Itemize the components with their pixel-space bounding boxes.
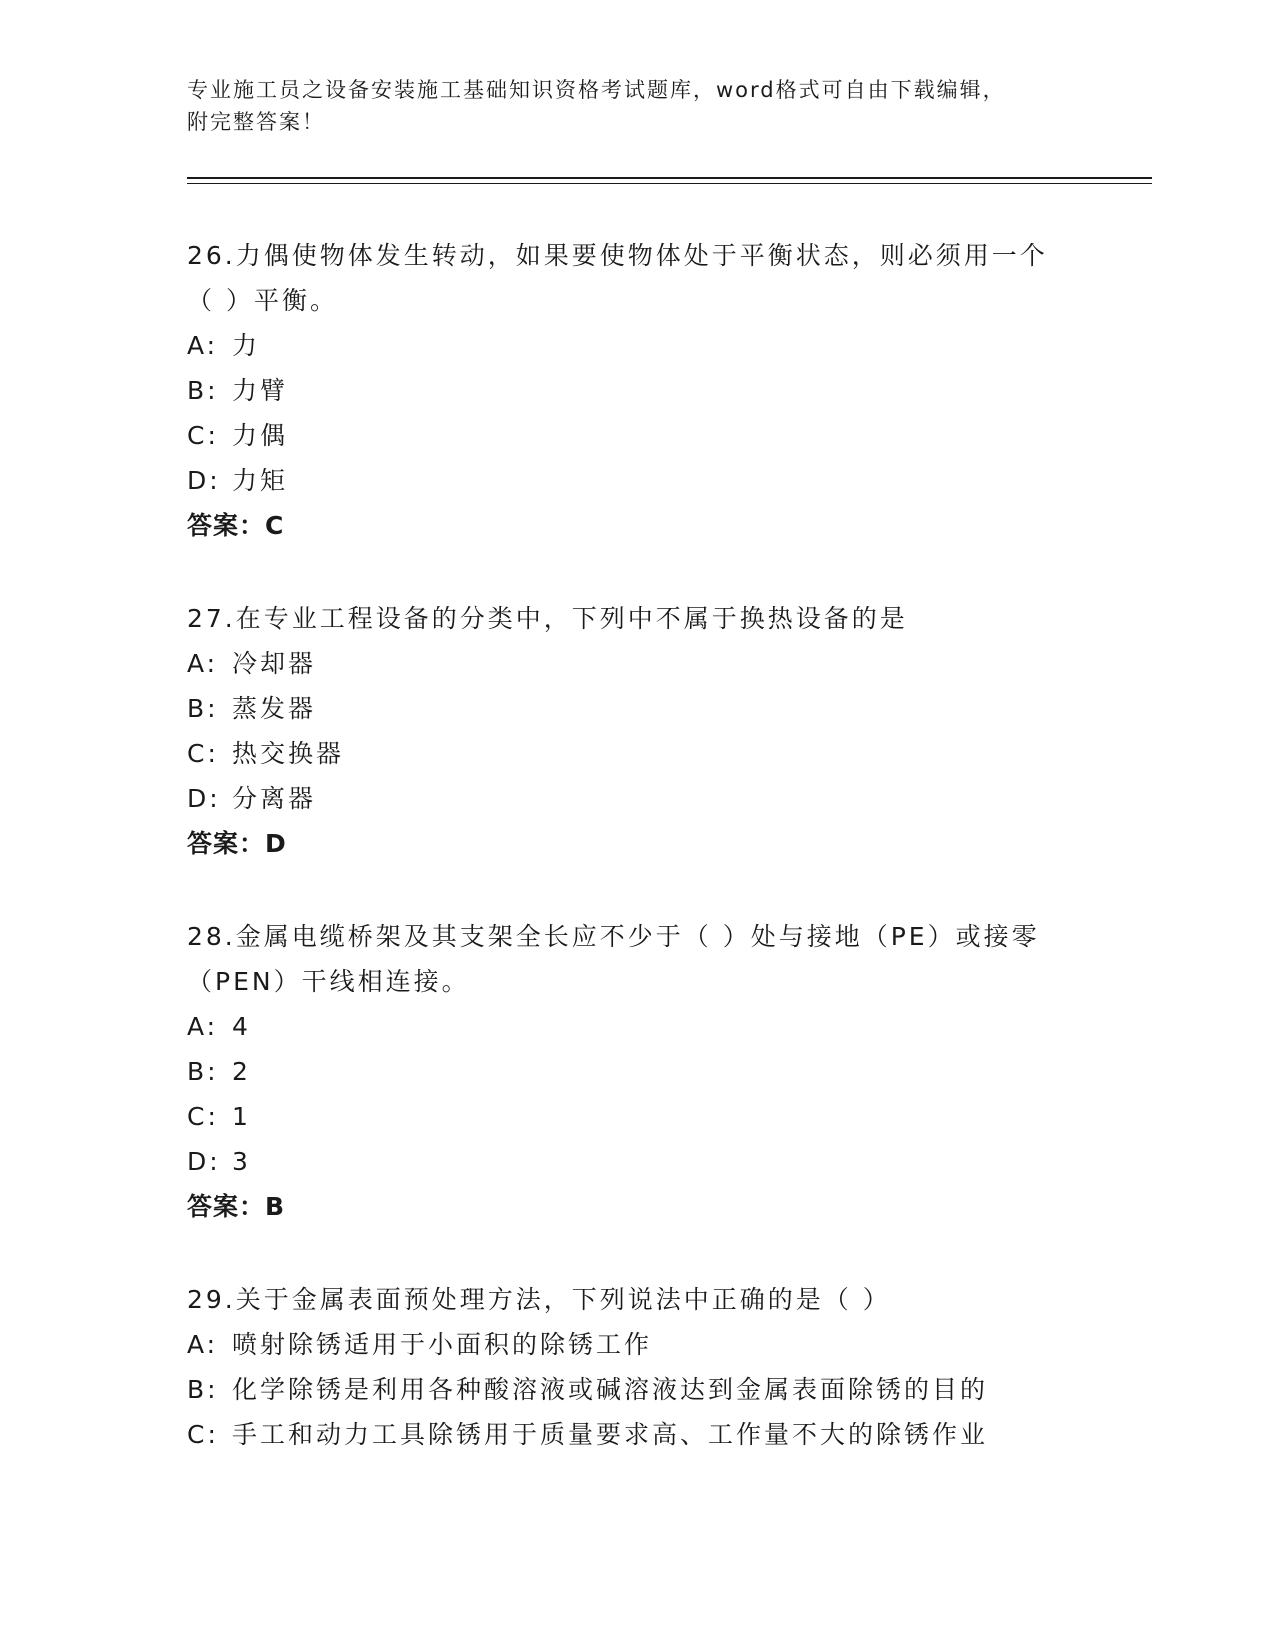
option-c — [187, 1094, 1087, 1139]
option-text: 冷却器 — [232, 649, 317, 678]
option-text: 1 — [232, 1102, 251, 1131]
option-letter: A: — [187, 1330, 219, 1359]
option-text: 4 — [232, 1012, 251, 1041]
option-text: 化学除锈是利用各种酸溶液或碱溶液达到金属表面除锈的目的 — [232, 1375, 989, 1404]
option-a — [187, 641, 1087, 686]
option-text: 力臂 — [232, 376, 289, 405]
option-letter: A: — [187, 1012, 219, 1041]
option-text: 2 — [232, 1057, 251, 1086]
answer-line: 答案：B — [187, 1192, 286, 1221]
answer-line: 答案：C — [187, 511, 285, 540]
option-text: 手工和动力工具除锈用于质量要求高、工作量不大的除锈作业 — [232, 1420, 989, 1449]
option-b — [187, 686, 1087, 731]
option-a — [187, 1322, 1087, 1367]
document-header — [187, 74, 1067, 138]
option-text: 热交换器 — [232, 739, 345, 768]
question-stem-line-1: 29.关于金属表面预处理方法，下列说法中正确的是（ ） — [187, 1285, 891, 1314]
option-letter: C: — [187, 421, 219, 450]
option-letter: D: — [187, 466, 221, 495]
option-text: 喷射除锈适用于小面积的除锈工作 — [232, 1330, 653, 1359]
option-text: 蒸发器 — [232, 694, 317, 723]
option-letter: B: — [187, 376, 219, 405]
question-26 — [187, 233, 1087, 548]
option-b — [187, 1367, 1087, 1412]
option-letter: D: — [187, 1147, 221, 1176]
option-letter: C: — [187, 739, 219, 768]
question-28 — [187, 914, 1087, 1229]
option-d — [187, 776, 1087, 821]
option-b — [187, 1049, 1087, 1094]
option-c — [187, 413, 1087, 458]
option-d — [187, 1139, 1087, 1184]
answer-line: 答案：D — [187, 829, 287, 858]
option-c — [187, 731, 1087, 776]
question-stem-line-2: （ ）平衡。 — [187, 286, 338, 315]
header-line-1: 专业施工员之设备安装施工基础知识资格考试题库，word格式可自由下载编辑， — [187, 78, 1006, 102]
option-letter: B: — [187, 694, 219, 723]
option-text: 力矩 — [232, 466, 289, 495]
option-b — [187, 368, 1087, 413]
header-divider-thick — [187, 177, 1152, 179]
question-stem-line-1: 28.金属电缆桥架及其支架全长应不少于（ ）处与接地（PE）或接零 — [187, 922, 1040, 951]
question-stem-line-1: 26.力偶使物体发生转动，如果要使物体处于平衡状态，则必须用一个 — [187, 241, 1048, 270]
option-letter: A: — [187, 331, 219, 360]
question-29 — [187, 1277, 1087, 1457]
question-stem-line-1: 27.在专业工程设备的分类中，下列中不属于换热设备的是 — [187, 604, 908, 633]
option-text: 分离器 — [232, 784, 317, 813]
question-27 — [187, 596, 1087, 866]
option-letter: B: — [187, 1375, 219, 1404]
option-text: 力 — [232, 331, 261, 360]
option-letter: B: — [187, 1057, 219, 1086]
option-letter: D: — [187, 784, 221, 813]
header-divider-thin — [187, 183, 1152, 184]
option-letter: C: — [187, 1102, 219, 1131]
option-d — [187, 458, 1087, 503]
question-stem-line-2: （PEN）干线相连接。 — [187, 967, 470, 996]
option-letter: C: — [187, 1420, 219, 1449]
option-a — [187, 1004, 1087, 1049]
option-c — [187, 1412, 1087, 1457]
option-text: 3 — [232, 1147, 251, 1176]
option-text: 力偶 — [232, 421, 289, 450]
option-letter: A: — [187, 649, 219, 678]
header-line-2: 附完整答案！ — [187, 110, 325, 134]
option-a — [187, 323, 1087, 368]
